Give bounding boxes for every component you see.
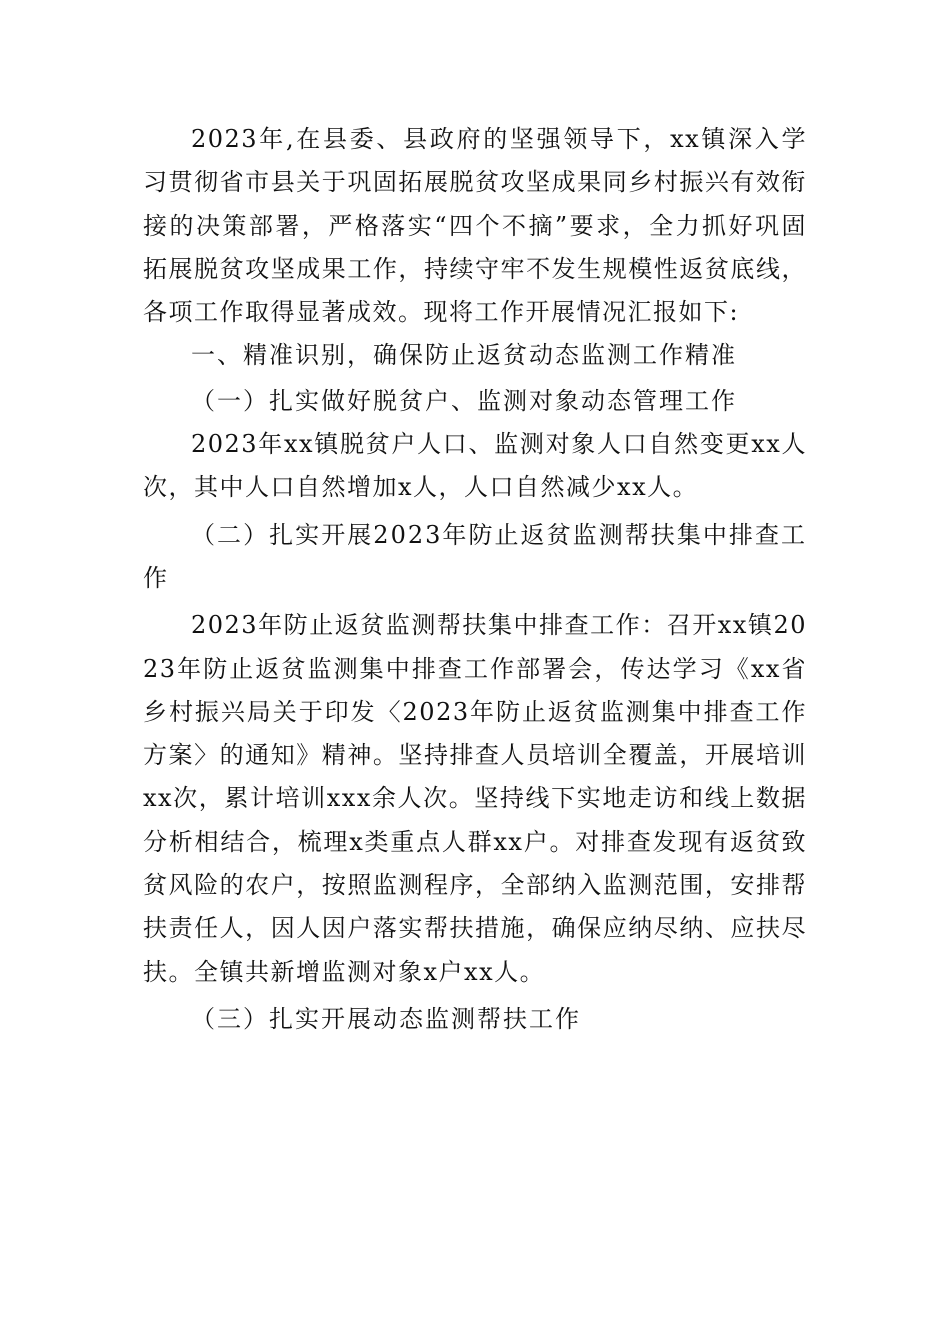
document-body [143,118,807,1041]
subsection-heading-3: （三）扎实开展动态监测帮扶工作 [191,1004,581,1033]
subsection-heading-1: （一）扎实做好脱贫户、监测对象动态管理工作 [191,386,737,415]
intro-paragraph: 2023年,在县委、县政府的坚强领导下，xx镇深入学习贯彻省市县关于巩固拓展脱贫攻坚成果同乡村振兴有效衔接的决策部署，严格落实“四个不摘”要求，全力抓好巩固拓展脱贫攻坚成果工作，持续守牢不发生规模性返贫底线，各项工作取得显著成效。现将工作开展情况汇报如下: [143,125,807,327]
body-paragraph-1: 2023年xx镇脱贫户人口、监测对象人口自然变更xx人次，其中人口自然增加x人，人口自然减少xx人。 [143,430,807,502]
subsection-heading-2: （二）扎实开展2023年防止返贫监测帮扶集中排查工作 [143,520,807,592]
body-paragraph-2: 2023年防止返贫监测帮扶集中排查工作：召开xx镇2023年防止返贫监测集中排查工作部署会，传达学习《xx省乡村振兴局关于印发〈2023年防止返贫监测集中排查工作方案〉的通知》精神。坚持排查人员培训全覆盖，开展培训xx次，累计培训xxx余人次。坚持线下实地走访和线上数据分析相结合，梳理x类重点人群xx户。对排查发现有返贫致贫风险的农户，按照监测程序，全部纳入监测范围，安排帮扶责任人，因人因户落实帮扶措施，确保应纳尽纳、应扶尽扶。全镇共新增监测对象x户xx人。 [143,611,807,986]
section-heading-1: 一、精准识别，确保防止返贫动态监测工作精准 [191,341,737,370]
